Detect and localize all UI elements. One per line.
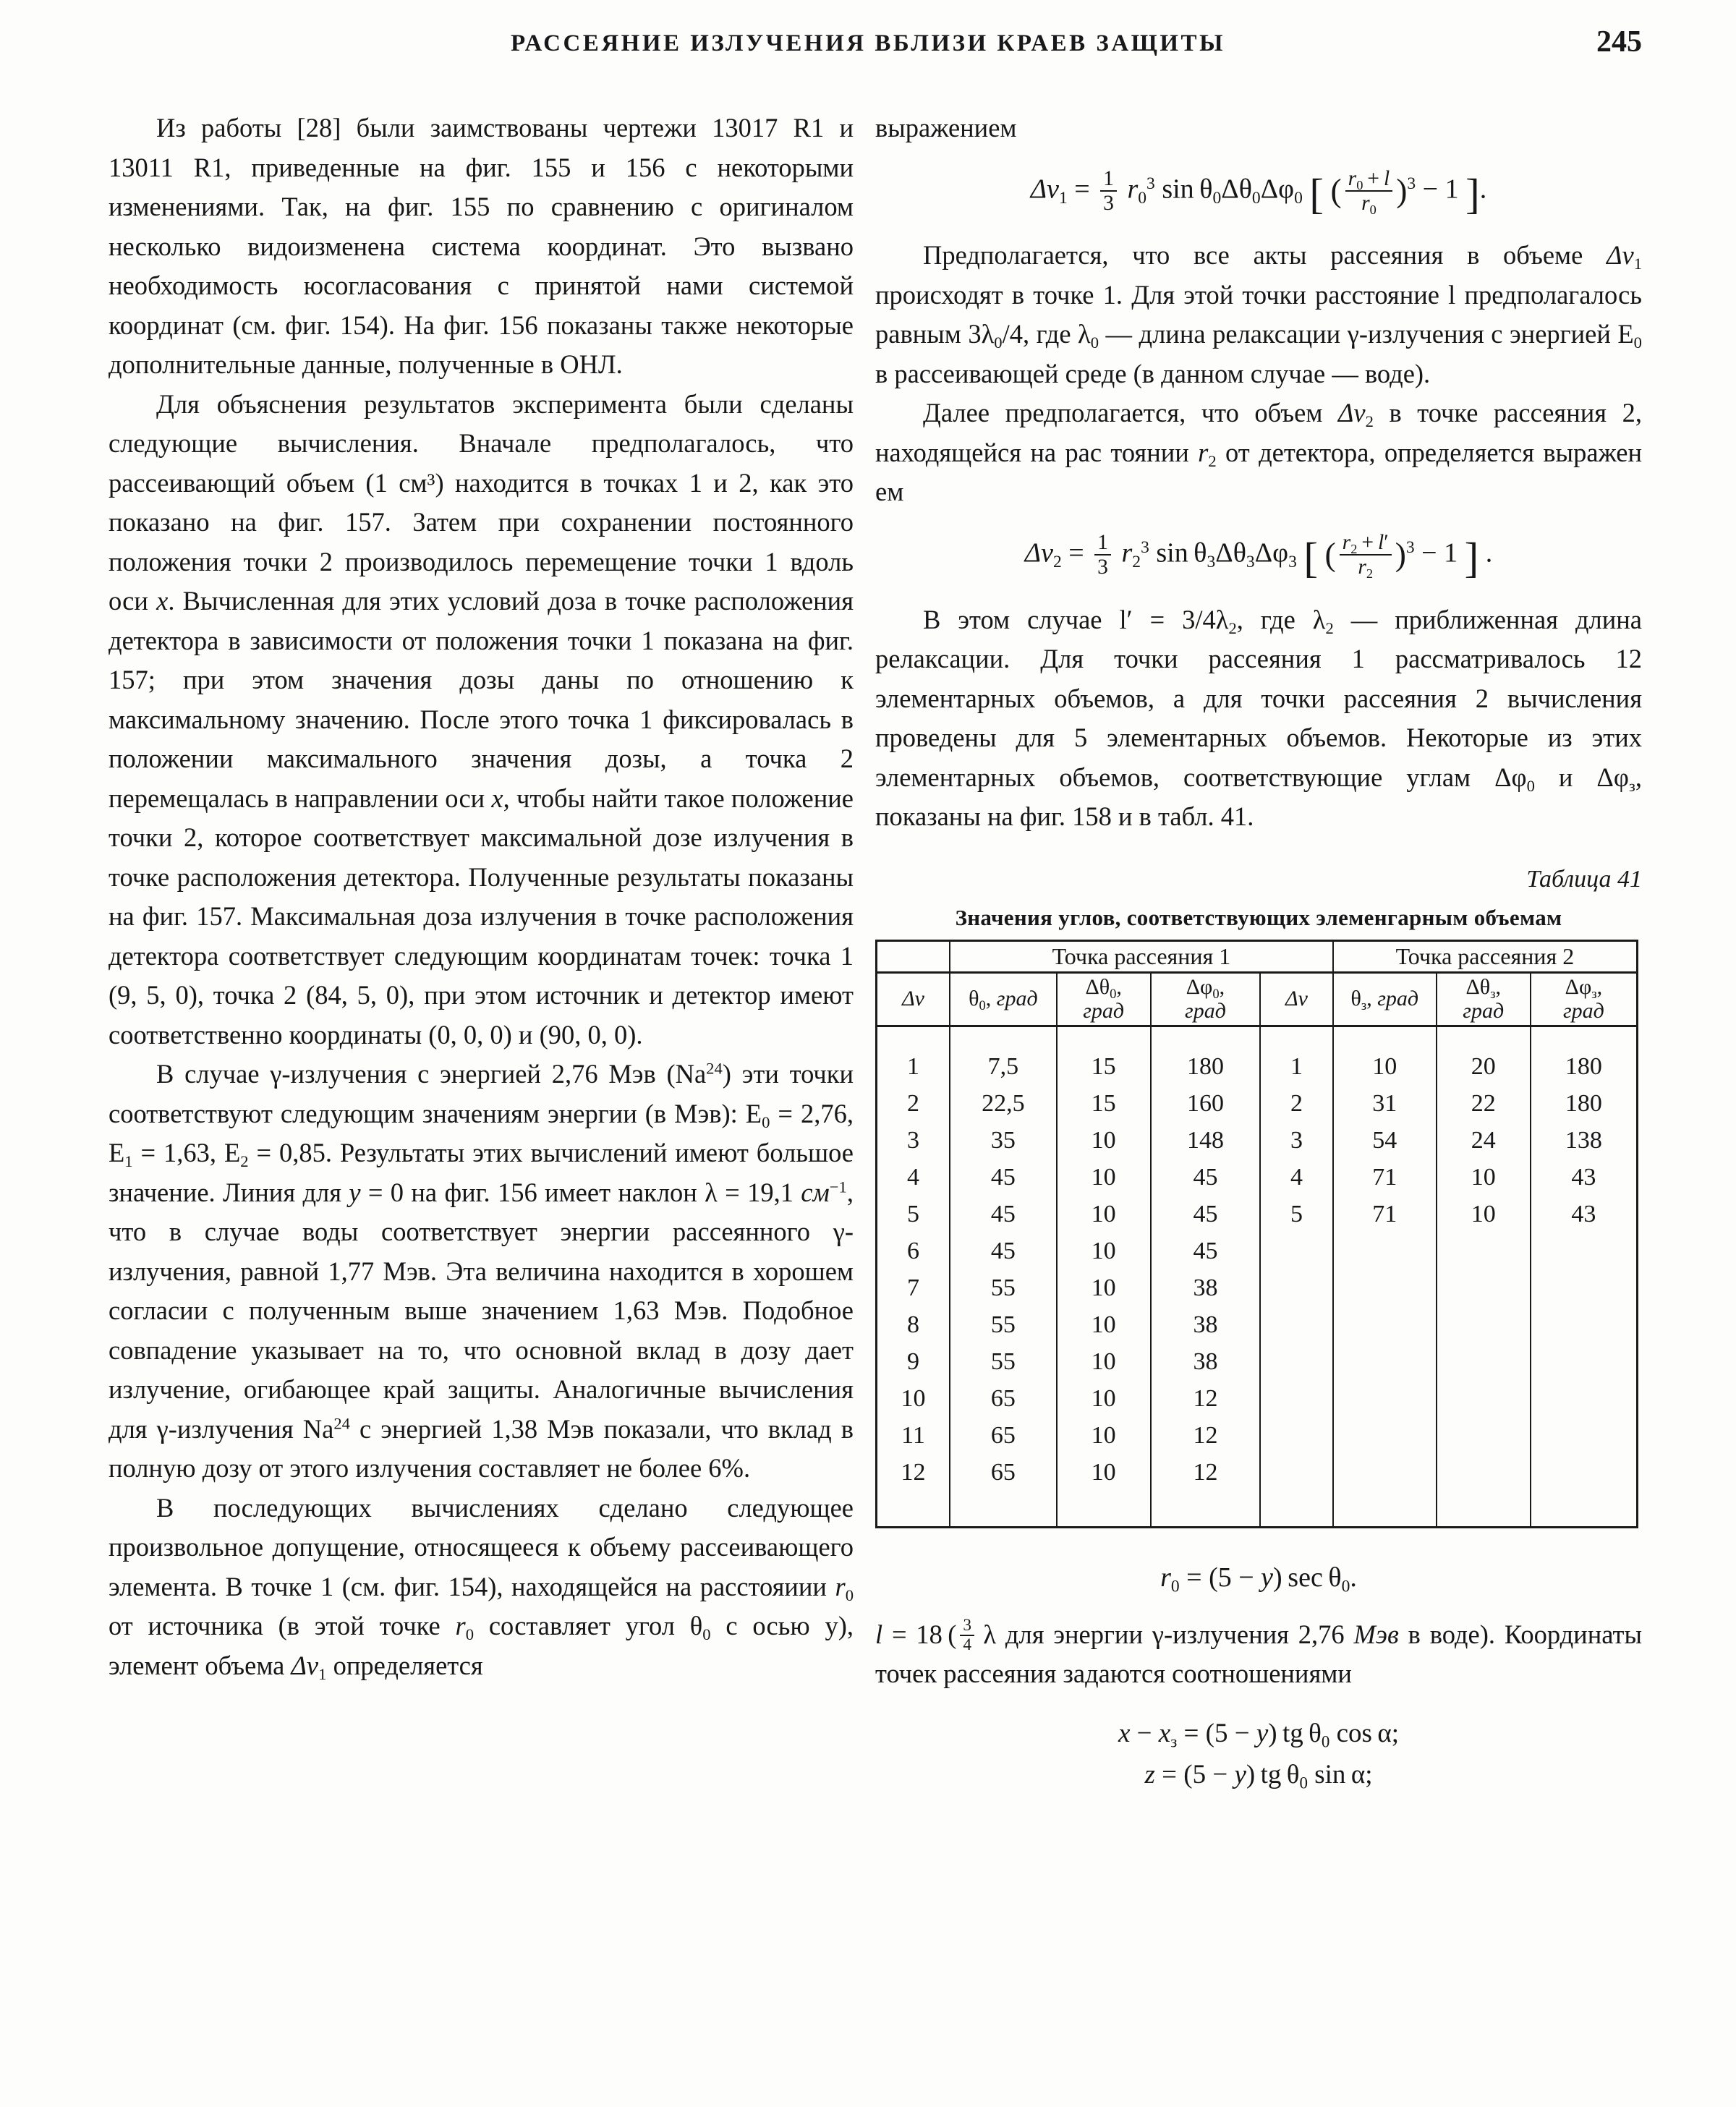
table-cell [1531,1418,1638,1455]
table-cell [1531,1270,1638,1307]
table-cell: 10 [1437,1159,1531,1196]
table-cell [1260,1381,1333,1418]
table-cell: 8 [877,1307,950,1344]
table-cell: 65 [950,1455,1057,1491]
table-cell: 2 [1260,1086,1333,1123]
col-header-dphi3: $\Delta\varphi_з$, град [1531,972,1638,1026]
rule-cell [1151,1026,1260,1049]
rule-cell [877,1026,950,1049]
running-head [0,25,1736,74]
pad-cell [877,1491,950,1528]
left-column [109,108,854,1796]
table-cell: 55 [950,1307,1057,1344]
table-cell [1437,1270,1531,1307]
table-cell [1333,1307,1437,1344]
table-cell: 10 [1057,1455,1151,1491]
table-cell: 138 [1531,1123,1638,1159]
lead-word: выражением [875,113,1017,142]
formula-coordinates [875,1713,1642,1796]
table-row [877,1196,1638,1233]
rule-cell [1057,1026,1151,1049]
formula-delta-v2: $\Delta v_2$ = $\frac{1}{3}$ $r_2^3$ $\sin \theta_3\Delta\theta_3\Delta\varphi_3$ [ ( $\frac{r_2 + l'}{r_2}$ )$^3$ − 1 ] . [1024,530,1493,582]
table-cell: 15 [1057,1049,1151,1086]
table-cell: 10 [1057,1307,1151,1344]
rule-cell [950,1026,1057,1049]
table-cell: 7 [877,1270,950,1307]
paragraph-5: Предполагается, что все акты рассеяния в объеме $\Delta v_1$ происходят в точке 1. Для этой точки расстояние l предполагалось равным $3\lambda_0/4$, где $\lambda_0$ — длина релаксации γ-излучения с энергией $E_0$ в рассеивающей среде (в данном случае — воде). [875,240,1642,388]
formula-delta-v1: $\Delta v_1$ = $\frac{1}{3}$ $r_0^3$ $\sin \theta_0\Delta\theta_0\Delta\varphi_0$ [ ( $\frac{r_0 + l}{r_0}$ )$^3$ − 1 ]. [1030,166,1487,218]
table-row [877,1123,1638,1159]
table-cell [1531,1455,1638,1491]
pad-cell [1057,1491,1151,1528]
table-cell: 45 [1151,1196,1260,1233]
table-cell [1437,1418,1531,1455]
table-cell: 10 [1437,1196,1531,1233]
pad-cell [1531,1491,1638,1528]
table-cell [1437,1455,1531,1491]
table-cell [1260,1344,1333,1381]
table-cell [1333,1455,1437,1491]
table-row [877,1381,1638,1418]
table-cell: 43 [1531,1159,1638,1196]
table-cell: 10 [1057,1381,1151,1418]
table-cell: 38 [1151,1344,1260,1381]
table-row [877,1455,1638,1491]
table-cell [1260,1418,1333,1455]
col-header-theta3: $\theta_з$, град [1333,972,1437,1026]
table-cell: 10 [1057,1159,1151,1196]
table-cell: 12 [1151,1418,1260,1455]
paragraph-1: Из работы [28] были заимствованы чертежи 13017 R1 и 13011 R1, приведенные на фиг. 155 и 156 с некоторыми изменениями. Так, на фиг. 155 по сравнению с оригиналом несколько видоизменена система координат. Это вызвано необходимость юсогласования с принятой нами системой координат (см. фиг. 154). На фиг. 156 показаны также некоторые дополнительные данные, полученные в ОНЛ. [109,113,854,379]
right-column [875,108,1642,1796]
table-cell [1531,1307,1638,1344]
table-cell: 180 [1531,1049,1638,1086]
table-cell: 9 [877,1344,950,1381]
table-cell: 22 [1437,1086,1531,1123]
table-cell: 43 [1531,1196,1638,1233]
table-cell: 1 [877,1049,950,1086]
table-cell: 10 [877,1381,950,1418]
table-cell: 12 [1151,1455,1260,1491]
table-cell: 4 [877,1159,950,1196]
running-head-title: РАССЕЯНИЕ ИЗЛУЧЕНИЯ ВБЛИЗИ КРАЕВ ЗАЩИТЫ [511,30,1225,56]
table-cell: 5 [1260,1196,1333,1233]
table-cell: 71 [1333,1159,1437,1196]
paragraph-6: Далее предполагается, что объем $\Delta v_2$ в точке рассеяния 2, находящейся на рас тоянии $r_2$ от детектора, определяется выражен ем [875,398,1643,507]
table-cell: 20 [1437,1049,1531,1086]
table-cell [1437,1307,1531,1344]
table-header-rule-row [877,1026,1638,1049]
paragraph-7: В этом случае $l' = 3/4\lambda_2$, где $\lambda_2$ — приближенная длина релаксации. Для точки рассеяния 1 рассматривалось 12 элементарных объемов, а для точки рассеяния 2 вычисления проведены для 5 элементарных объемов. Некоторые из этих элементарных объемов, соответствующие углам $\Delta\varphi_0$ и $\Delta\varphi_з$, показаны на фиг. 158 и в табл. 41. [875,604,1643,832]
table-cell: 148 [1151,1123,1260,1159]
table-cell: 54 [1333,1123,1437,1159]
rule-cell [1260,1026,1333,1049]
table-cell [1333,1418,1437,1455]
table-cell [1333,1233,1437,1270]
table-cell: 45 [1151,1233,1260,1270]
rule-cell [1333,1026,1437,1049]
table-cell: 65 [950,1381,1057,1418]
table-cell: 12 [877,1455,950,1491]
formula-coordinate-z: z = (5 − y) tg $\theta_0$ sin α; [1144,1760,1373,1792]
table-cell: 15 [1057,1086,1151,1123]
table-cell: 45 [950,1233,1057,1270]
rule-cell [1437,1026,1531,1049]
table-cell: 38 [1151,1270,1260,1307]
col-header-dtheta3: $\Delta\theta_з$, град [1437,972,1531,1026]
table-cell [1531,1381,1638,1418]
table-cell: 1 [1260,1049,1333,1086]
pad-cell [950,1491,1057,1528]
rule-cell [1531,1026,1638,1049]
table-cell: 3 [1260,1123,1333,1159]
paragraph-4: В последующих вычислениях сделано следующее произвольное допущение, относящееся к объему рассеивающего элемента. В точке 1 (см. фиг. 154), находящейся на расстояиии $r_0$ от источника (в этой точке $r_0$ составляет угол $\theta_0$ с осью y), элемент объема $\Delta v_1$ определяется [109,1492,854,1683]
table-41 [875,940,1638,1528]
group-header-blank [877,940,950,972]
table-row [877,1233,1638,1270]
table-column-header-row [877,972,1638,1026]
table-cell [1260,1270,1333,1307]
pad-cell [1151,1491,1260,1528]
table-cell [1260,1455,1333,1491]
table-row [877,1418,1638,1455]
table-cell: 35 [950,1123,1057,1159]
col-header-dv-2: Δv [1260,972,1333,1026]
table-cell: 31 [1333,1086,1437,1123]
table-cell: 65 [950,1418,1057,1455]
table-row [877,1159,1638,1196]
table-cell: 55 [950,1344,1057,1381]
table-cell [1531,1344,1638,1381]
table-cell: 38 [1151,1307,1260,1344]
table-caption: Таблица 41 [1526,865,1642,893]
table-cell: 180 [1151,1049,1260,1086]
table-cell: 10 [1057,1344,1151,1381]
table-cell: 2 [877,1086,950,1123]
table-cell [1260,1233,1333,1270]
table-cell [1531,1233,1638,1270]
table-cell: 45 [950,1196,1057,1233]
table-cell [1333,1270,1437,1307]
table-cell: 10 [1057,1123,1151,1159]
table-cell: 71 [1333,1196,1437,1233]
pad-cell [1260,1491,1333,1528]
col-header-dphi0: $\Delta\varphi_0$, град [1151,972,1260,1026]
table-group-header-row [877,940,1638,972]
table-cell [1333,1344,1437,1381]
group-header-point-1: Точка рассеяния 1 [950,940,1333,972]
table-cell: 10 [1057,1418,1151,1455]
table-cell: 6 [877,1233,950,1270]
page-number: 245 [1596,25,1642,59]
table-row [877,1344,1638,1381]
table-cell: 45 [950,1159,1057,1196]
pad-cell [1333,1491,1437,1528]
table-cell: 24 [1437,1123,1531,1159]
table-cell: 55 [950,1270,1057,1307]
formula-coordinate-x: $x - x_з = (5 - y)$ tg $\theta_0$ cos α; [1118,1718,1400,1751]
two-column-body [0,108,1736,1796]
col-header-theta0: $\theta_0$, град [950,972,1057,1026]
col-header-dv-1: Δv [877,972,950,1026]
table-cell: 5 [877,1196,950,1233]
table-body [877,1049,1638,1491]
table-cell [1333,1381,1437,1418]
table-cell [1437,1381,1531,1418]
pad-cell [1437,1491,1531,1528]
table-cell: 4 [1260,1159,1333,1196]
table-cell: 180 [1531,1086,1638,1123]
table-row [877,1049,1638,1086]
table-cell: 10 [1057,1270,1151,1307]
tail-paragraph: l = 18 ( $\frac{3}{4}$ λ для энергии γ-излучения 2,76 Мэв в воде). Координаты точек рассеяния задаются соотношениями [875,1615,1642,1689]
formula-r0: $r_0 = (5 - y)$ $\sec \theta_0$. [1160,1562,1357,1596]
table-cell: 3 [877,1123,950,1159]
table-row [877,1270,1638,1307]
table-cell: 12 [1151,1381,1260,1418]
table-title: Значения углов, соответствующих элеменгарным объемам [955,904,1562,930]
table-bottom-pad-row [877,1491,1638,1528]
table-cell: 10 [1057,1196,1151,1233]
table-cell: 10 [1333,1049,1437,1086]
table-cell: 22,5 [950,1086,1057,1123]
col-header-dtheta0: $\Delta\theta_0$, град [1057,972,1151,1026]
table-row [877,1307,1638,1344]
group-header-point-2: Точка рассеяния 2 [1333,940,1638,972]
table-cell [1437,1233,1531,1270]
paragraph-3: В случае γ-излучения с энергией 2,76 Мэв (Na$^{24}$) эти точки соответствуют следующим значениям энергии (в Мэв): $E_0 = 2,76$, $E_1 = 1,63$, $E_2 = 0,85$. Результаты этих вычислений имеют большое значение. Линия для y = 0 на фиг. 156 имеет наклон λ = 19,1 $см^{-1}$, что в случае воды соответствует энергии рассеянного γ-излучения, равной 1,77 Мэв. Эта величина находится в хорошем согласии с полученным выше значением 1,63 Мэв. Подобное совпадение указывает на то, что основной вклад в дозу дает излучение, огибающее край защиты. Аналогичные вычисления для γ-излучения Na$^{24}$ с энергией 1,38 Мэв показали, что вклад в полную дозу от этого излучения составляет не более 6%. [109,1059,854,1483]
table-row [877,1086,1638,1123]
table-cell: 160 [1151,1086,1260,1123]
table-cell [1437,1344,1531,1381]
table-cell: 10 [1057,1233,1151,1270]
table-cell: 11 [877,1418,950,1455]
paragraph-2: Для объяснения результатов эксперимента были сделаны следующие вычисления. Вначале предполагалось, что рассеивающий объем (1 см³) находится в точках 1 и 2, как это показано на фиг. 157. Затем при сохранении постоянного положения точки 2 производилось перемещение точки 1 вдоль оси x. Вычисленная для этих условий доза в точке расположения детектора в зависимости от положения точки 1 показана на фиг. 157; при этом значения дозы даны по отношению к максимальному значению. После этого точка 1 фиксировалась в положении максимального значения дозы, а точка 2 перемещалась в направлении оси x, чтобы найти такое положение точки 2, которое соответствует максимальной дозе излучения в точке расположения детектора. Полученные результаты показаны на фиг. 157. Максимальная доза излучения в точке расположения детектора соответствует следующим координатам точек: точка 1 (9, 5, 0), точка 2 (84, 5, 0), при этом источник и детектор имеют соответственно координаты (0, 0, 0) и (90, 0, 0). [109,388,854,1050]
table-cell: 7,5 [950,1049,1057,1086]
table-cell: 45 [1151,1159,1260,1196]
table-cell [1260,1307,1333,1344]
